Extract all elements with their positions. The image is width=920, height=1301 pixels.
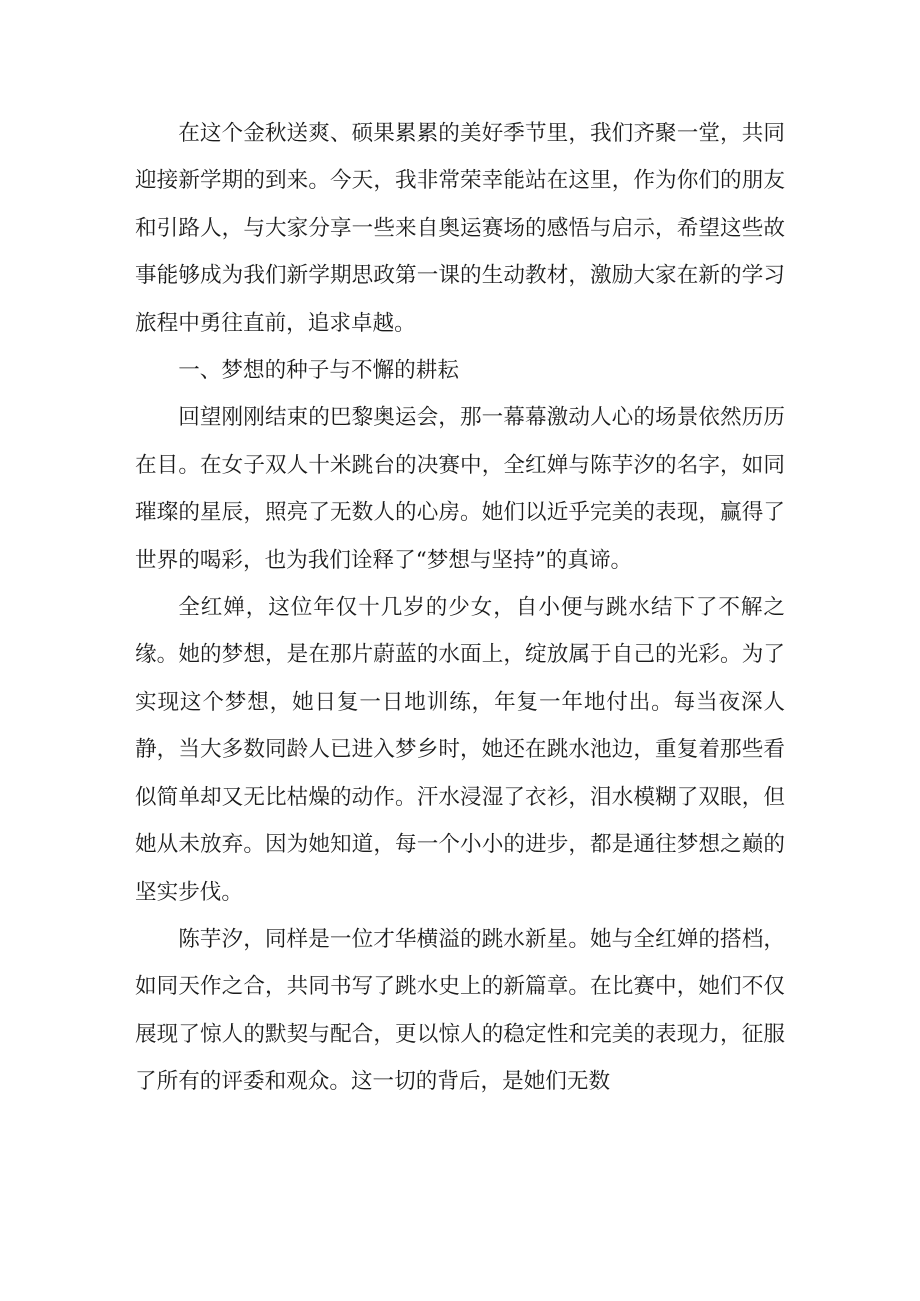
- document-body: [135, 110, 785, 1106]
- section-heading: 一、梦想的种子与不懈的耕耘: [178, 358, 459, 384]
- body-paragraph-3: 陈芋汐，同样是一位才华横溢的跳水新星。她与全红婵的搭档，如同天作之合，共同书写了跳水史上的新篇章。在比赛中，她们不仅展现了惊人的默契与配合，更以惊人的稳定性和完美的表现力，征服了所有的评委和观众。这一切的背后，是她们无数: [135, 926, 785, 1095]
- intro-paragraph: 在这个金秋送爽、硕果累累的美好季节里，我们齐聚一堂，共同迎接新学期的到来。今天，我非常荣幸能站在这里，作为你们的朋友和引路人，与大家分享一些来自奥运赛场的感悟与启示，希望这些故事能够成为我们新学期思政第一课的生动教材，激励大家在新的学习旅程中勇往直前，追求卓越。: [135, 121, 785, 336]
- body-paragraph-1: 回望刚刚结束的巴黎奥运会，那一幕幕激动人心的场景依然历历在目。在女子双人十米跳台的决赛中，全红婵与陈芋汐的名字，如同璀璨的星辰，照亮了无数人的心房。她们以近乎完美的表现，赢得了世界的喝彩，也为我们诠释了“梦想与坚持”的真谛。: [135, 405, 785, 573]
- body-paragraph-2: 全红婵，这位年仅十几岁的少女，自小便与跳水结下了不解之缘。她的梦想，是在那片蔚蓝的水面上，绽放属于自己的光彩。为了实现这个梦想，她日复一日地训练，年复一年地付出。每当夜深人静，当大多数同龄人已进入梦乡时，她还在跳水池边，重复着那些看似简单却又无比枯燥的动作。汗水浸湿了衣衫，泪水模糊了双眼，但她从未放弃。因为她知道，每一个小小的进步，都是通往梦想之巅的坚实步伐。: [135, 595, 785, 905]
